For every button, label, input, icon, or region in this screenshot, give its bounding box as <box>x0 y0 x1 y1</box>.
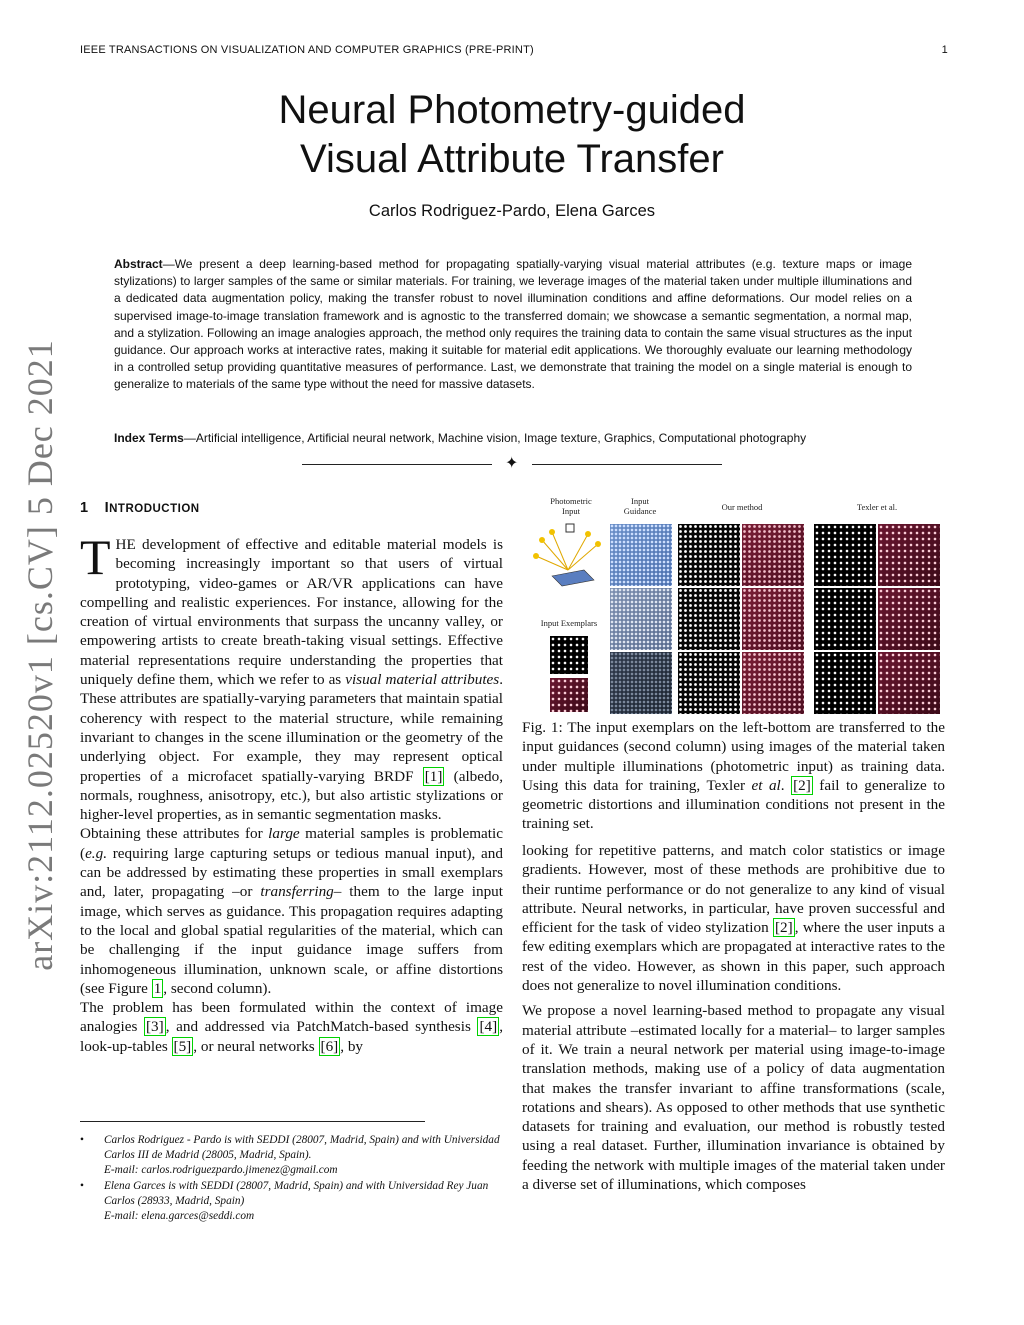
fig-header-ours: Our method <box>721 502 763 512</box>
guidance-image <box>610 524 672 586</box>
texler-mask-result <box>814 524 876 586</box>
emphasis: visual material attributes <box>345 671 500 689</box>
emphasis: transferring <box>260 883 334 901</box>
exemplar-mask-image <box>550 636 588 674</box>
intro-paragraph-2 <box>80 824 503 998</box>
fig-header-guidance: Input Guidance <box>623 496 657 516</box>
authors: Carlos Rodriguez-Pardo, Elena Garces <box>368 202 656 220</box>
section-number: 1 <box>80 500 89 516</box>
ours-style-result <box>742 652 804 714</box>
ours-mask-result <box>678 652 740 714</box>
right-column <box>522 841 945 1194</box>
citation-link[interactable]: [4] <box>479 1018 498 1036</box>
paper-title <box>160 86 864 184</box>
title-line-1: Neural Photometry-guided <box>278 88 746 132</box>
citation-link[interactable]: [6] <box>320 1037 339 1055</box>
abstract <box>114 256 912 394</box>
fig-header-photometric: Photometric Input <box>550 496 592 516</box>
ours-style-result <box>742 588 804 650</box>
text-run: material samples is problematic ( <box>80 825 503 862</box>
footnote-text: Elena Garces is with SEDDI (28007, Madrid, Spain) and with Universidad Rey Juan Carlos (28933, Madrid, Spain) <box>104 1179 489 1207</box>
title-line-2: Visual Attribute Transfer <box>300 137 724 181</box>
emphasis: large <box>268 825 300 843</box>
index-terms <box>114 430 912 447</box>
index-terms-text: —Artificial intelligence, Artificial neural network, Machine vision, Image texture, Graphics, Computational photography <box>183 431 807 445</box>
arxiv-stamp[interactable]: arXiv:2112.02520v1 [cs.CV] 5 Dec 2021 <box>20 339 60 971</box>
texler-style-result <box>878 524 940 586</box>
text-run: The problem has been formulated within the context of image analogies <box>80 999 503 1036</box>
citation-link[interactable]: [5] <box>173 1037 192 1055</box>
figure-link[interactable]: 1 <box>153 979 162 997</box>
text-run: , and addressed via PatchMatch-based synthesis <box>165 1018 478 1036</box>
texler-style-result <box>878 652 940 714</box>
text-run: , look-up-tables <box>80 1018 503 1055</box>
footnote-item <box>80 1179 503 1225</box>
citation-link[interactable]: [1] <box>424 767 443 785</box>
text-run: Obtaining these attributes for <box>80 825 269 843</box>
figure-caption <box>522 718 945 834</box>
footnote-text: Carlos Rodriguez - Pardo is with SEDDI (28007, Madrid, Spain) and with Universidad Carlos III de Madrid (28005, Madrid, Spain). <box>104 1134 500 1162</box>
ours-style-result <box>742 524 804 586</box>
footnote-rule <box>80 1121 425 1122</box>
footnote-email: E-mail: elena.garces@seddi.com <box>104 1210 255 1223</box>
citation-link[interactable]: [2] <box>793 776 811 794</box>
texler-mask-result <box>814 652 876 714</box>
bullet: • <box>80 1134 84 1146</box>
footnote-email: E-mail: carlos.rodriguezpardo.jimenez@gmail.com <box>104 1164 338 1177</box>
section-separator <box>302 456 722 472</box>
section-title-initial: I <box>104 500 110 516</box>
index-terms-label: Index Terms <box>114 431 184 445</box>
figure-1 <box>522 494 945 714</box>
left-column <box>80 529 503 1056</box>
page-number: 1 <box>941 44 948 56</box>
guidance-image <box>610 588 672 650</box>
text-run: – them to the large input image, which serves as guidance. This propagation requires adapting to the local and global spatial regularities of the material, which can be challenging if the input guidance image suffers from inhomogeneous illumination, unknown scale, or affine distortions (see Figure <box>80 883 503 997</box>
ours-mask-result <box>678 524 740 586</box>
exemplar-stylization-image <box>550 678 588 712</box>
journal-name: IEEE TRANSACTIONS ON VISUALIZATION AND COMPUTER GRAPHICS (PRE-PRINT) <box>80 44 534 56</box>
text-run: requiring large capturing setups or tedious manual input), and can be addressed by estimating these properties in small exemplars and, later, propagating –or <box>80 844 503 901</box>
diamond-icon: ✦ <box>505 455 519 472</box>
text-run: , where the user inputs a few editing exemplars which are propagated at interactive rates to the rest of the video. However, as shown in this paper, such approach does not generalize to novel illumination conditions. <box>522 919 945 995</box>
intro-paragraph-1 <box>80 529 503 824</box>
fig-header-texler: Texler et al. <box>856 502 898 512</box>
fig-label-exemplars: Input Exemplars <box>540 618 598 628</box>
separator-line-right <box>532 464 722 465</box>
bullet: • <box>80 1179 84 1192</box>
abstract-label: Abstract <box>114 257 163 271</box>
right-paragraph-2: We propose a novel learning-based method to propagate any visual material attribute –estimated locally for a material– to larger samples of it. We train a neural network per material using image-to-image translation methods, making use of a policy of data augmentation that makes the transfer invariant to affine transformations (scale, rotations and shears). As opposed to other methods that use synthetic datasets for training and evaluation, our method is robustly tested using a real dataset. Further, illumination invariance is obtained by feeding the network with multiple images of the material taken under a diverse set of illuminations, which composes <box>522 1002 945 1194</box>
text-run: , second column). <box>163 979 272 997</box>
guidance-image <box>610 652 672 714</box>
texler-style-result <box>878 588 940 650</box>
smallcaps-lead: HE <box>115 536 136 553</box>
text-run: , by <box>340 1037 364 1055</box>
text-run: looking for repetitive patterns, and match color statistics or image gradients. However, most of these methods are prohibitive due to their runtime performance or do not generalize to any kind of visual attribute. Neural networks, in particular, have proven successful and efficient for the task of video stylization <box>522 842 945 937</box>
photometric-setup-diagram <box>528 520 608 588</box>
citation-link[interactable]: [2] <box>775 919 793 937</box>
footnote-item <box>80 1133 503 1179</box>
intro-paragraph-3 <box>80 998 503 1056</box>
texler-mask-result <box>814 588 876 650</box>
emphasis: e.g. <box>85 844 107 862</box>
text-run: . <box>780 776 792 794</box>
section-heading <box>80 500 200 516</box>
ours-mask-result <box>678 588 740 650</box>
text-run: development of effective and editable material models is becoming increasingly important so that users of virtual prototyping, video-games or AR/VR applications can have compelling and realistic experiences. For instance, allowing for the creation of virtual environments that surpass the uncanny valley, or empowering artists to create breath-taking visual settings. Effective material representations require understanding the properties that uniquely define them, which we refer to as <box>80 536 503 689</box>
running-header <box>80 44 948 56</box>
text-run: fail to generalize to geometric distortions and illumination conditions not present in the training set. <box>522 776 945 833</box>
footnotes <box>80 1133 503 1224</box>
text-run: (albedo, normals, roughness, anisotropy, etc.), but also artistic stylizations or higher-level properties, as in semantic segmentation masks. <box>80 767 503 824</box>
citation-link[interactable]: [3] <box>145 1018 164 1036</box>
section-title-rest: NTRODUCTION <box>109 503 200 515</box>
text-run: , or neural networks <box>193 1037 319 1055</box>
right-paragraph-1 <box>522 841 945 995</box>
abstract-text: —We present a deep learning-based method for propagating spatially-varying visual material attributes (e.g. texture maps or image stylizations) to larger samples of the same or similar materials. For training, we leverage images of the material taken under multiple illuminations and a dedicated data augmentation policy, making the transfer robust to novel illumination conditions and affine deformations. Our model relies on a supervised image-to-image translation framework and is agnostic to the transferred domain; we showcase a semantic segmentation, a normal map, and a stylization. Following an image analogies approach, the method only requires the training data to contain the same visual structures as the input guidance. Our approach works at interactive rates, making it suitable for material edit applications. We thoroughly evaluate our learning methodology in a controlled setup providing quantitative measures of performance. Last, we demonstrate that training the model on a single material is enough to generalize to materials of the same type without the need for massive datasets. <box>114 257 912 392</box>
separator-line-left <box>302 464 492 465</box>
drop-cap: T <box>80 529 111 585</box>
text-run: . These attributes are spatially-varying parameters that maintain spatial coherency with respect to the material structure, while remaining invariant to changes in the scene illumination or the geometry of the underlying object. For example, they may represent optical properties of a microfacet spatially-varying BRDF <box>80 671 503 785</box>
emphasis: et al <box>751 776 781 794</box>
text-run: Fig. 1: The input exemplars on the left-bottom are transferred to the input guidances (second column) using images of the material taken under multiple illuminations (photometric input) as training data. Using this data for training, Texler <box>522 719 945 794</box>
